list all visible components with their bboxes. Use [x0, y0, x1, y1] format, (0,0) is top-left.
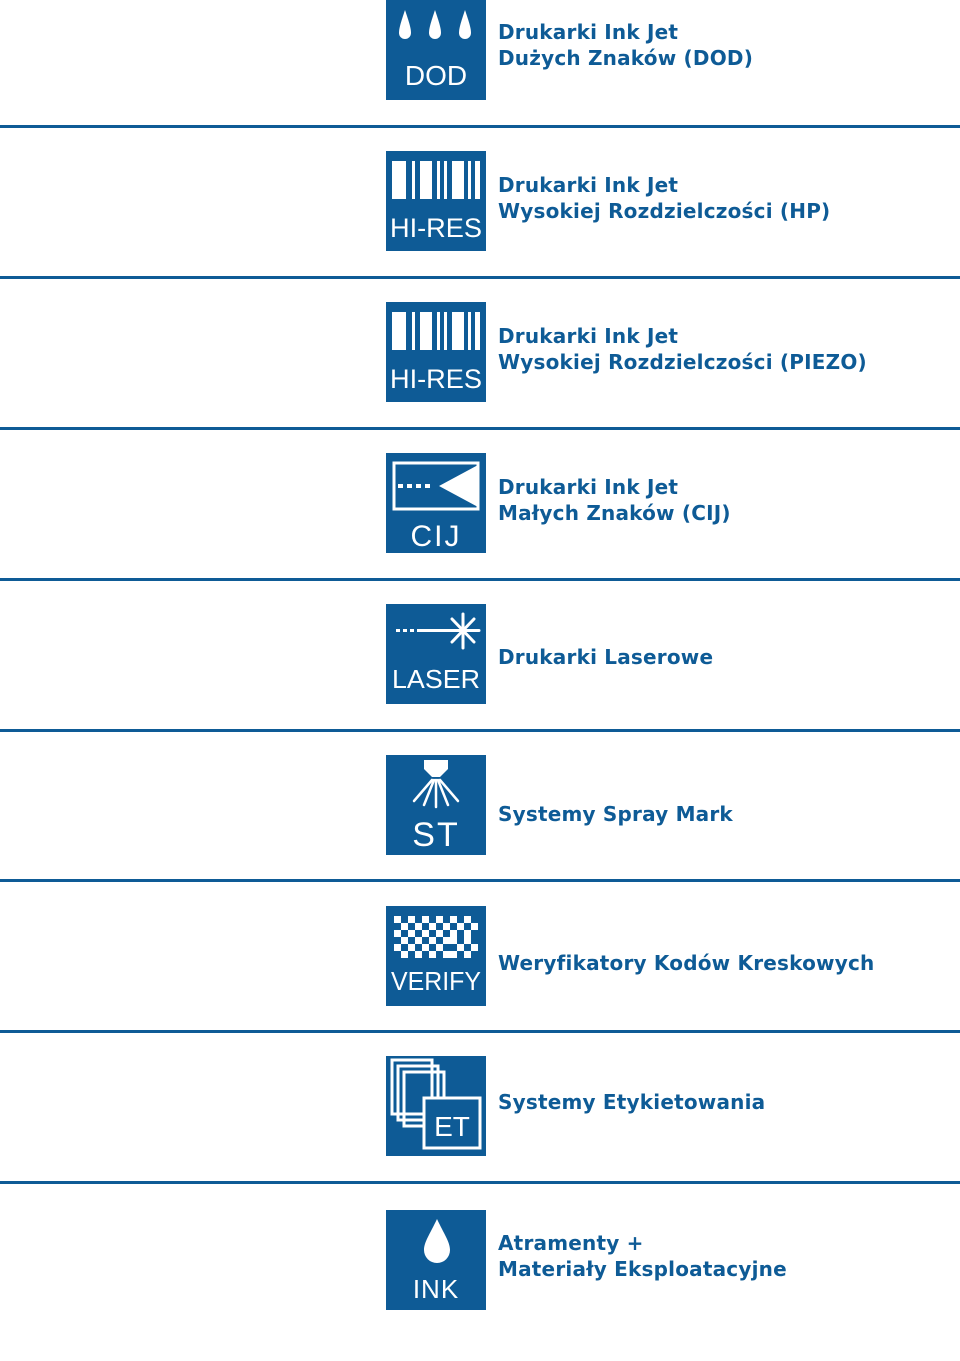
label-line-1: Weryfikatory Kodów Kreskowych	[498, 951, 875, 975]
divider	[0, 276, 960, 279]
labeling-icon-text: ET	[434, 1111, 470, 1142]
label-line-1: Drukarki Ink Jet	[498, 475, 679, 499]
label-line-2: Wysokiej Rozdzielczości (PIEZO)	[498, 350, 867, 374]
product-row-hi-res-piezo[interactable]	[0, 302, 960, 453]
label-line-2: Małych Znaków (CIJ)	[498, 501, 731, 525]
label-line-1: Atramenty +	[498, 1231, 644, 1255]
labeling-icon	[386, 1056, 486, 1156]
hi-res-icon	[386, 302, 486, 402]
divider	[0, 1181, 960, 1184]
label-line-1: Drukarki Laserowe	[498, 645, 714, 669]
verify-icon-text: VERIFY	[391, 966, 481, 996]
divider	[0, 879, 960, 882]
label-line-2: Materiały Eksploatacyjne	[498, 1257, 787, 1281]
product-row-laser[interactable]	[0, 604, 960, 755]
dod-icon-text: DOD	[404, 60, 468, 91]
product-label	[498, 172, 830, 224]
product-label	[498, 1230, 787, 1282]
label-line-1: Drukarki Ink Jet	[498, 173, 679, 197]
label-line-1: Drukarki Ink Jet	[498, 20, 679, 44]
ink-icon-text: INK	[412, 1274, 460, 1304]
divider	[0, 729, 960, 732]
label-line-2: Dużych Znaków (DOD)	[498, 46, 754, 70]
hi-res-icon-text: HI-RES	[390, 364, 482, 394]
product-label	[498, 19, 753, 71]
label-line-2: Wysokiej Rozdzielczości (HP)	[498, 199, 831, 223]
product-label	[498, 801, 733, 827]
label-line-1: Systemy Etykietowania	[498, 1090, 766, 1114]
cij-icon-text: CIJ	[410, 520, 462, 553]
product-row-verify[interactable]	[0, 906, 960, 1057]
laser-icon-text: LASER	[392, 664, 480, 694]
product-row-ink[interactable]	[0, 1210, 960, 1361]
product-label	[498, 323, 867, 375]
product-label	[498, 474, 731, 526]
spray-icon	[386, 755, 486, 855]
product-label	[498, 1089, 765, 1115]
hi-res-icon	[386, 151, 486, 251]
cij-icon	[386, 453, 486, 553]
product-row-labeling[interactable]	[0, 1056, 960, 1207]
product-label	[498, 950, 874, 976]
divider	[0, 1030, 960, 1033]
label-line-1: Systemy Spray Mark	[498, 802, 733, 826]
divider	[0, 578, 960, 581]
product-row-cij[interactable]	[0, 453, 960, 604]
product-label	[498, 644, 713, 670]
laser-icon	[386, 604, 486, 704]
product-row-hi-res-hp[interactable]	[0, 151, 960, 302]
divider	[0, 125, 960, 128]
divider	[0, 427, 960, 430]
product-row-dod[interactable]	[0, 0, 960, 151]
product-row-spray[interactable]	[0, 755, 960, 906]
verify-icon	[386, 906, 486, 1006]
label-line-1: Drukarki Ink Jet	[498, 324, 679, 348]
spray-icon-text: ST	[412, 816, 460, 854]
dod-icon	[386, 0, 486, 100]
ink-icon	[386, 1210, 486, 1310]
hi-res-icon-text: HI-RES	[390, 213, 482, 243]
